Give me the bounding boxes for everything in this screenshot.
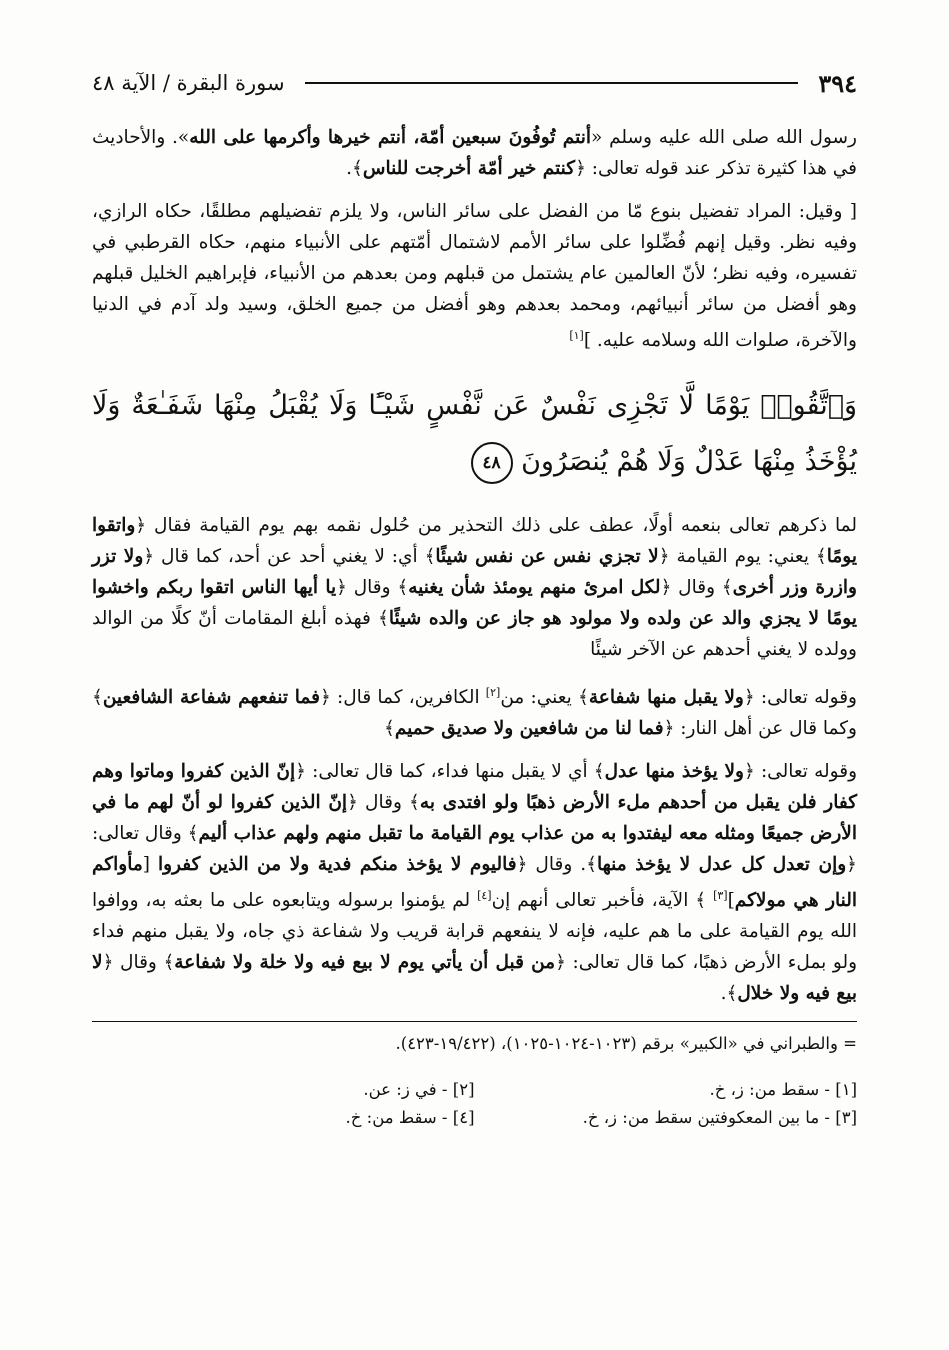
hadith-quote: أنتم تُوفُونَ سبعين أمّة، أنتم خيرها وأكرمها على الله: [189, 127, 591, 148]
quran-quote: فما لنا من شافعين ولا صديق حميم: [394, 718, 664, 740]
text-run: ﴾ وقال تعالى: ﴿: [92, 823, 857, 876]
text-run: ﴾.: [346, 158, 363, 179]
text-run: ﴾ وقال ﴿: [336, 577, 409, 599]
quran-quote: مأواكم النار هي مولاكم: [92, 854, 858, 912]
verse-block: [92, 378, 857, 490]
text-run: ﴾ أي: لا يغني أحد عن أحد، كما قال ﴿: [143, 546, 436, 568]
quran-quote: لا بيع فيه ولا خلال: [92, 952, 857, 1005]
footnote-ref: [١]: [569, 329, 584, 342]
text-run: [: [142, 854, 158, 876]
text-run: [ وقيل: المراد تفضيل بنوع مّا من الفضل على سائر الناس، ولا يلزم تفضيلهم مطلقًا، حكاه الرازي، وفيه نظر. وقيل إنهم فُضِّلوا على سائر الأمم لاشتمال أمّتهم على الأنبياء منهم، حكاه القرطبي في تفسيره، وفيه نظر؛ لأنّ العالمين عام يشتمل من قبلهم ومن بعدهم من الأنبياء، فإبراهيم الخليل قبلهم وهو أفضل من سائر أنبيائهم، ومحمد بعدهم وهو أفضل من جميع الخلق، وسيد ولد آدم في الدنيا والآخرة، صلوات الله وسلامه عليه. ]: [92, 201, 857, 352]
paragraph-hadith: [92, 122, 857, 184]
footnote-2: [٢] - في ز: عن.: [363, 1080, 475, 1100]
footnote-divider: [92, 1021, 857, 1022]
text-run: وقوله تعالى: ﴿: [743, 761, 858, 783]
text-run: ﴾.: [720, 983, 738, 1005]
header-rule: [305, 82, 799, 84]
paragraph-tafsir-2: [92, 677, 857, 744]
verse-text: وَٱتَّقُوا۟ يَوْمًا لَّا تَجْزِى نَفْسٌ عَن نَّفْسٍ شَيْـًٔا وَلَا يُقْبَلُ مِنْهَا شَفَـٰعَةٌ وَلَا يُؤْخَذُ مِنْهَا عَدْلٌ وَلَا هُمْ يُنصَرُونَ: [92, 390, 857, 478]
quran-quote: إنّ الذين كفروا لو أنّ لهم ما في الأرض جميعًا ومثله معه ليفتدوا به من عذاب يوم القيامة ما تقبل منهم ولهم عذاب أليم: [92, 792, 857, 845]
text-run: ﴾ وقال ﴿: [102, 952, 175, 974]
quran-quote: لا تجزي نفس عن نفس شيئًا: [435, 546, 659, 568]
text-run: ﴾: [383, 718, 395, 740]
footnote-4: [٤] - سقط من: خ.: [345, 1108, 475, 1128]
text-run: ﴾ فهذه أبلغ المقامات أنّ كلًا من الوالد وولده لا يغني أحدهم عن الآخر شيئًا: [92, 608, 857, 661]
footnotes: [92, 1076, 857, 1132]
footnote-3: [٣] - ما بين المعكوفتين سقط من: ز، خ.: [582, 1108, 857, 1128]
quran-quote: يا أيها الناس اتقوا ربكم واخشوا يومًا لا يجزي والد عن ولده ولا مولود هو جاز عن والده شيئًا: [92, 577, 857, 630]
text-run: ﴾. وقال ﴿: [516, 854, 597, 876]
text-run: وقوله تعالى: ﴿: [743, 687, 857, 709]
footnote-ref: [٢]: [485, 686, 501, 700]
verse-number-badge: ٤٨: [471, 442, 513, 484]
page-number: ٣٩٤: [818, 68, 857, 98]
footnote-ref: [٤]: [477, 889, 492, 903]
text-run: ﴾ الآية، فأخبر تعالى أنهم إن: [491, 890, 714, 912]
footnote-continuation: = والطبراني في «الكبير» برقم (١٠٢٣-١٠٢٤-١٠٢٥)، (١٩/٤٢٢-٤٢٣).: [395, 1034, 857, 1054]
text-run: ﴾ يعني: من: [500, 687, 589, 709]
quran-quote: ولا يؤخذ منها عدل: [604, 761, 744, 783]
quran-quote: فاليوم لا يؤخذ منكم فدية ولا من الذين كفروا: [157, 854, 517, 876]
text-run: لم يؤمنوا برسوله ويتابعوه على ما بعثه به، ووافوا الله يوم القيامة على ما هم عليه، فإنه لا ينفعهم قرابة قريب ولا شفاعة ذي جاه، ولا يقبل منهم فداء ولو بملء الأرض ذهبًا، كما قال تعالى: ﴿: [92, 890, 858, 974]
text-run: ﴾ يعني: يوم القيامة ﴿: [658, 546, 827, 568]
text-run: ﴾ وكما قال عن أهل النار: ﴿: [92, 687, 857, 740]
quran-quote: ولا يقبل منها شفاعة: [588, 687, 744, 709]
quran-quote: إنّ الذين كفروا وماتوا وهم كفار فلن يقبل من أحدهم ملء الأرض ذهبًا ولو افتدى به: [92, 761, 858, 814]
text-run: ». والأحاديث في هذا كثيرة تذكر عند قوله تعالى: ﴿: [92, 127, 857, 179]
footnote-1: [١] - سقط من: ز، خ.: [709, 1080, 857, 1100]
quran-quote: ولا تزر وازرة وزر أخرى: [92, 546, 857, 599]
quran-quote: واتقوا يومًا: [92, 515, 857, 568]
quran-quote: لكل امرئ منهم يومئذ شأن يغنيه: [408, 577, 661, 599]
paragraph-tafsir-1: [92, 510, 857, 665]
text-run: رسول الله صلى الله عليه وسلم «: [591, 127, 857, 148]
text-run: ]: [727, 890, 735, 912]
text-run: ﴾ وقال ﴿: [660, 577, 733, 599]
quran-quote: وإن تعدل كل عدل لا يؤخذ منها: [597, 854, 847, 876]
text-run: ﴾ وقال ﴿: [347, 792, 420, 814]
page-header: [92, 62, 857, 104]
paragraph-bracketed-note: [92, 196, 857, 356]
quran-quote: فما تنفعهم شفاعة الشافعين: [102, 687, 320, 709]
footnote-ref: [٣]: [713, 889, 728, 903]
text-run: ﴾ أي لا يقبل منها فداء، كما قال تعالى: ﴿: [295, 761, 605, 783]
text-run: الكافرين، كما قال: ﴿: [319, 687, 486, 709]
quran-quote: كنتم خير أمّة أخرجت للناس: [362, 158, 576, 179]
text-run: لما ذكرهم تعالى بنعمه أولًا، عطف على ذلك التحذير من حُلول نقمه بهم يوم القيامة فقال ﴿: [135, 515, 857, 537]
paragraph-tafsir-3: [92, 756, 857, 1009]
quran-quote: من قبل أن يأتي يوم لا بيع فيه ولا خلة ولا شفاعة: [174, 952, 556, 974]
surah-label: سورة البقرة / الآية ٤٨: [92, 71, 285, 95]
